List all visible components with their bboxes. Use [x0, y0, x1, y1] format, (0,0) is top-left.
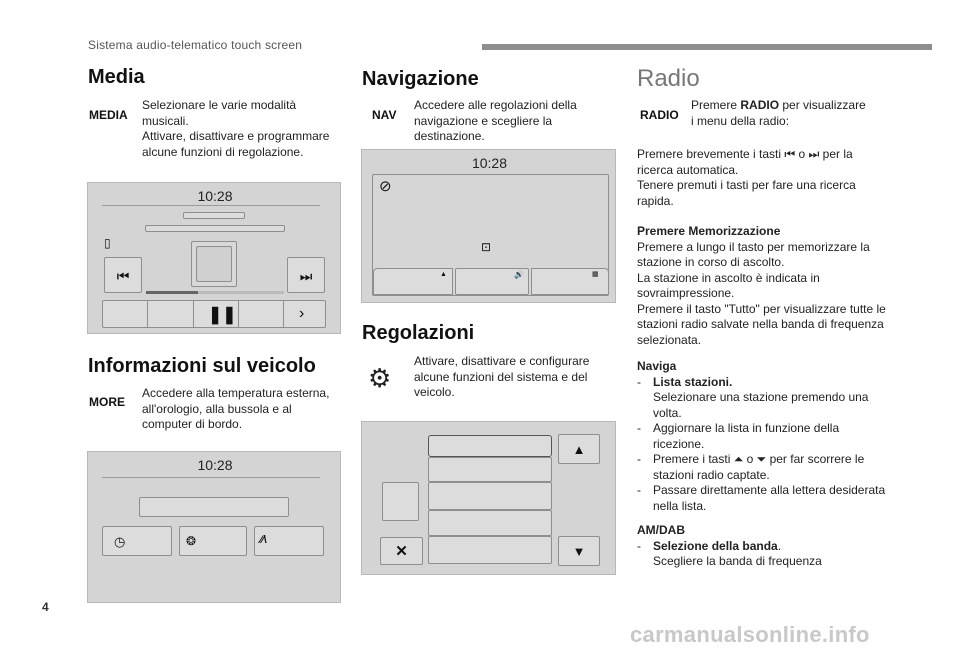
navigation-description: Accedere alle regolazioni della navigazione e scegliere la destinazione. [414, 98, 577, 143]
navigation-map[interactable] [372, 174, 609, 296]
radio-memo-text: Premere Memorizzazione Premere a lungo il tasto per memorizzare la stazione in corso di ascolto. La stazione in ascolto è indicata in sovraimpressione. Premere il tasto "Tutto" per visualizzare tutte le stazioni radio salvate nella banda di frequenza selezionata. [637, 224, 886, 347]
navigation-screen [361, 149, 616, 303]
media-divider [102, 205, 320, 206]
clock-icon: ◷ [114, 534, 126, 549]
media-button-label: MEDIA [89, 108, 128, 122]
media-clock: 10:28 [197, 188, 233, 204]
settings-title: Regolazioni [362, 322, 475, 344]
previous-track-icon: ⏮ [116, 268, 130, 284]
navigation-tab-2[interactable] [455, 268, 529, 295]
media-source-icon[interactable]: ▯ [104, 236, 111, 250]
media-next-button[interactable] [287, 257, 325, 293]
vehicle-clock: 10:28 [197, 457, 233, 473]
radio-seek-text: Premere brevemente i tasti ⏮ o ⏭ per la ricerca automatica. Tenere premuti i tasti per fare una ricerca rapida. [637, 147, 856, 208]
header-title: Sistema audio-telematico touch screen [88, 38, 303, 52]
vehicle-description: Accedere alla temperatura esterna, all'orologio, alla bussola e al computer di bordo. [142, 386, 330, 431]
settings-scroll-up-button[interactable] [558, 434, 600, 464]
settings-list-header[interactable] [428, 435, 552, 457]
vehicle-trip-computer-button[interactable] [254, 526, 324, 556]
vehicle-title: Informazioni sul veicolo [88, 355, 316, 377]
settings-scroll-down-button[interactable] [558, 536, 600, 566]
vehicle-divider [102, 477, 320, 478]
vehicle-button-label: MORE [89, 395, 125, 409]
triangle-up-icon: ▲ [572, 442, 586, 457]
media-album-art [191, 241, 237, 287]
arrow-up-icon: ▲ [440, 271, 447, 278]
vehicle-info-field [139, 497, 289, 517]
navigation-button-label: NAV [372, 108, 397, 122]
media-control-bar [102, 300, 326, 328]
compass-icon: ❂ [186, 534, 197, 548]
vehicle-position-icon: ⊡ [481, 240, 492, 254]
navigation-title: Navigazione [362, 68, 479, 90]
trip-computer-icon: ⁄⁄\ [260, 534, 267, 546]
media-screen [87, 182, 341, 334]
vehicle-clock-button[interactable] [102, 526, 172, 556]
poi-icon: ▦ [592, 271, 599, 278]
navigation-tab-1[interactable] [373, 268, 453, 295]
settings-gear-icon: ⚙ [368, 363, 392, 393]
media-track-artist [145, 225, 285, 232]
search-location-icon[interactable]: ⊘ [379, 178, 392, 195]
volume-icon: 🔊 [514, 270, 524, 279]
chevron-right-icon[interactable]: › [299, 305, 305, 322]
settings-close-button[interactable] [380, 537, 423, 565]
navigation-tab-3[interactable] [531, 268, 609, 295]
settings-list-item-1[interactable] [428, 457, 552, 482]
media-progress-fill [146, 291, 198, 294]
settings-screen [361, 421, 616, 575]
vehicle-compass-button[interactable] [179, 526, 247, 556]
settings-list-item-3[interactable] [428, 510, 552, 536]
radio-intro: Premere RADIO per visualizzare i menu della radio: [691, 98, 866, 128]
radio-amdab-text: AM/DAB - Selezione della banda. Scegliere la banda di frequenza [637, 523, 822, 568]
radio-title: Radio [637, 65, 700, 92]
settings-list-item-4[interactable] [428, 536, 552, 564]
media-track-title [183, 212, 245, 219]
settings-list-item-2[interactable] [428, 482, 552, 510]
radio-button-label: RADIO [640, 108, 679, 122]
close-icon: ✕ [395, 543, 408, 560]
media-previous-button[interactable] [104, 257, 142, 293]
media-title: Media [88, 66, 145, 88]
header-bar [482, 44, 932, 50]
navigation-clock: 10:28 [471, 155, 508, 171]
settings-description: Attivare, disattivare e configurare alcune funzioni del sistema e del veicolo. [414, 354, 590, 399]
media-description: Selezionare le varie modalità musicali. Attivare, disattivare e programmare alcune funzioni di regolazione. [142, 98, 330, 159]
triangle-down-icon: ▼ [572, 544, 586, 559]
vehicle-screen [87, 451, 341, 603]
settings-thumbnail[interactable] [382, 482, 419, 521]
radio-naviga-text: Naviga - Lista stazioni. Selezionare una stazione premendo una volta. - Aggiornare la lista in funzione della ricezione. - Premere i tasti ⏶ o ⏷ per far scorrere le stazioni radio captate. - Passare direttamente alla lettera desiderata nella lista. [637, 359, 886, 513]
page-number: 4 [42, 600, 49, 614]
next-track-icon: ⏭ [299, 268, 313, 284]
watermark: carmanualsonline.info [630, 622, 870, 647]
media-progress-track[interactable] [146, 291, 284, 294]
pause-icon[interactable]: ❚❚ [208, 305, 237, 324]
